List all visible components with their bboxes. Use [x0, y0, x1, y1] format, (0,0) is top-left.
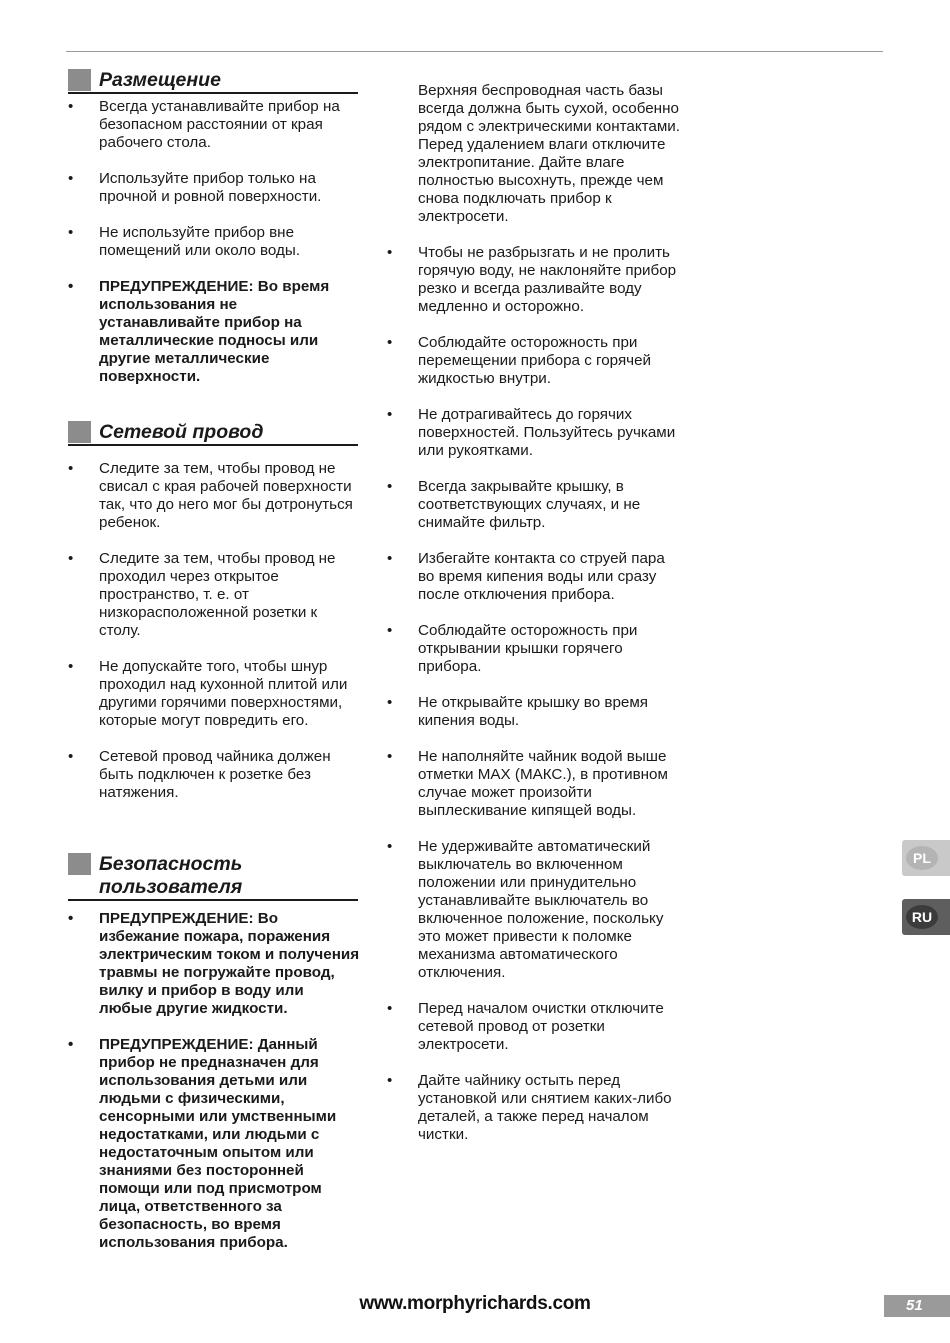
list-item: • Следите за тем, чтобы провод не свисал с края рабочей поверхности так, что до него мог бы дотронуться ребенок. — [68, 460, 360, 532]
page-number: 51 — [884, 1295, 950, 1317]
list-item: • Чтобы не разбрызгать и не пролить горячую воду, не наклоняйте прибор резко и всегда разливайте воду медленно и осторожно. — [387, 244, 682, 316]
list-item: • Не открывайте крышку во время кипения воды. — [387, 694, 682, 730]
section-title: Размещение — [99, 69, 221, 91]
website-link[interactable]: www.morphyrichards.com — [359, 1293, 591, 1314]
list-item: • Не удерживайте автоматический выключатель во включенном положении или принудительно устанавливайте выключатель во включенное положение, поскольку это может привести к поломке механизма автоматического отключения. — [387, 838, 682, 982]
language-tab-pl[interactable] — [902, 840, 950, 876]
list-item: • Всегда закрывайте крышку, в соответствующих случаях, и не снимайте фильтр. — [387, 478, 682, 532]
section-heading-user-safety — [68, 853, 358, 901]
user-safety-list — [68, 910, 360, 1270]
list-item-continued: Верхняя беспроводная часть базы всегда должна быть сухой, особенно рядом с электрическими контактами. Перед удалением влаги отключите электропитание. Дайте влаге полностью высохнуть, прежде чем снова подключать прибор к электросети. — [418, 82, 681, 225]
language-code: RU — [906, 905, 938, 929]
list-item: • Сетевой провод чайника должен быть подключен к розетке без натяжения. — [68, 748, 360, 802]
list-item: • Дайте чайнику остыть перед установкой или снятием каких-либо деталей, а также перед началом чистки. — [387, 1072, 682, 1144]
right-column-list — [387, 82, 682, 1162]
list-item: • Не дотрагивайтесь до горячих поверхностей. Пользуйтесь ручками или рукоятками. — [387, 406, 682, 460]
list-item: • Перед началом очистки отключите сетевой провод от розетки электросети. — [387, 1000, 682, 1054]
section-title: Сетевой провод — [99, 421, 264, 443]
list-item: • Не допускайте того, чтобы шнур проходил над кухонной плитой или другими горячими поверхностями, которые могут повредить его. — [68, 658, 360, 730]
list-item: • Не наполняйте чайник водой выше отметки MAX (МАКС.), в противном случае может произойти выплескивание кипящей воды. — [387, 748, 682, 820]
cord-list — [68, 460, 360, 820]
heading-square-icon — [68, 69, 91, 91]
language-tab-ru[interactable] — [902, 899, 950, 935]
top-rule — [66, 51, 883, 52]
list-item: • Следите за тем, чтобы провод не проходил через открытое пространство, т. е. от низкорасположенной розетки к столу. — [68, 550, 360, 640]
section-title: Безопасность пользователя — [99, 853, 243, 898]
section-heading-placement — [68, 69, 358, 94]
heading-square-icon — [68, 421, 91, 443]
list-item: • Не используйте прибор вне помещений или около воды. — [68, 224, 360, 260]
list-item: • Всегда устанавливайте прибор на безопасном расстоянии от края рабочего стола. — [68, 98, 360, 152]
list-item: • Соблюдайте осторожность при перемещении прибора с горячей жидкостью внутри. — [387, 334, 682, 388]
list-item: • Избегайте контакта со струей пара во время кипения воды или сразу после отключения прибора. — [387, 550, 682, 604]
heading-square-icon — [68, 853, 91, 875]
warning-item: • ПРЕДУПРЕЖДЕНИЕ: Во избежание пожара, поражения электрическим током и получения травмы не погружайте провод, вилку и прибор в воду или любые другие жидкости. — [68, 910, 360, 1018]
language-code: PL — [906, 846, 938, 870]
warning-item: • ПРЕДУПРЕЖДЕНИЕ: Данный прибор не предназначен для использования детьми или людьми с физическими, сенсорными или умственными недостатками, или людьми с недостаточным опытом или знаниями без посторонней помощи или под присмотром лица, ответственного за безопасность, во время использования прибора. — [68, 1036, 360, 1252]
warning-item: • ПРЕДУПРЕЖДЕНИЕ: Во время использования не устанавливайте прибор на металлические подносы или другие металлические поверхности. — [68, 278, 360, 386]
section-heading-cord — [68, 421, 358, 446]
list-item: • Соблюдайте осторожность при открывании крышки горячего прибора. — [387, 622, 682, 676]
placement-list — [68, 98, 360, 404]
list-item: • Используйте прибор только на прочной и ровной поверхности. — [68, 170, 360, 206]
